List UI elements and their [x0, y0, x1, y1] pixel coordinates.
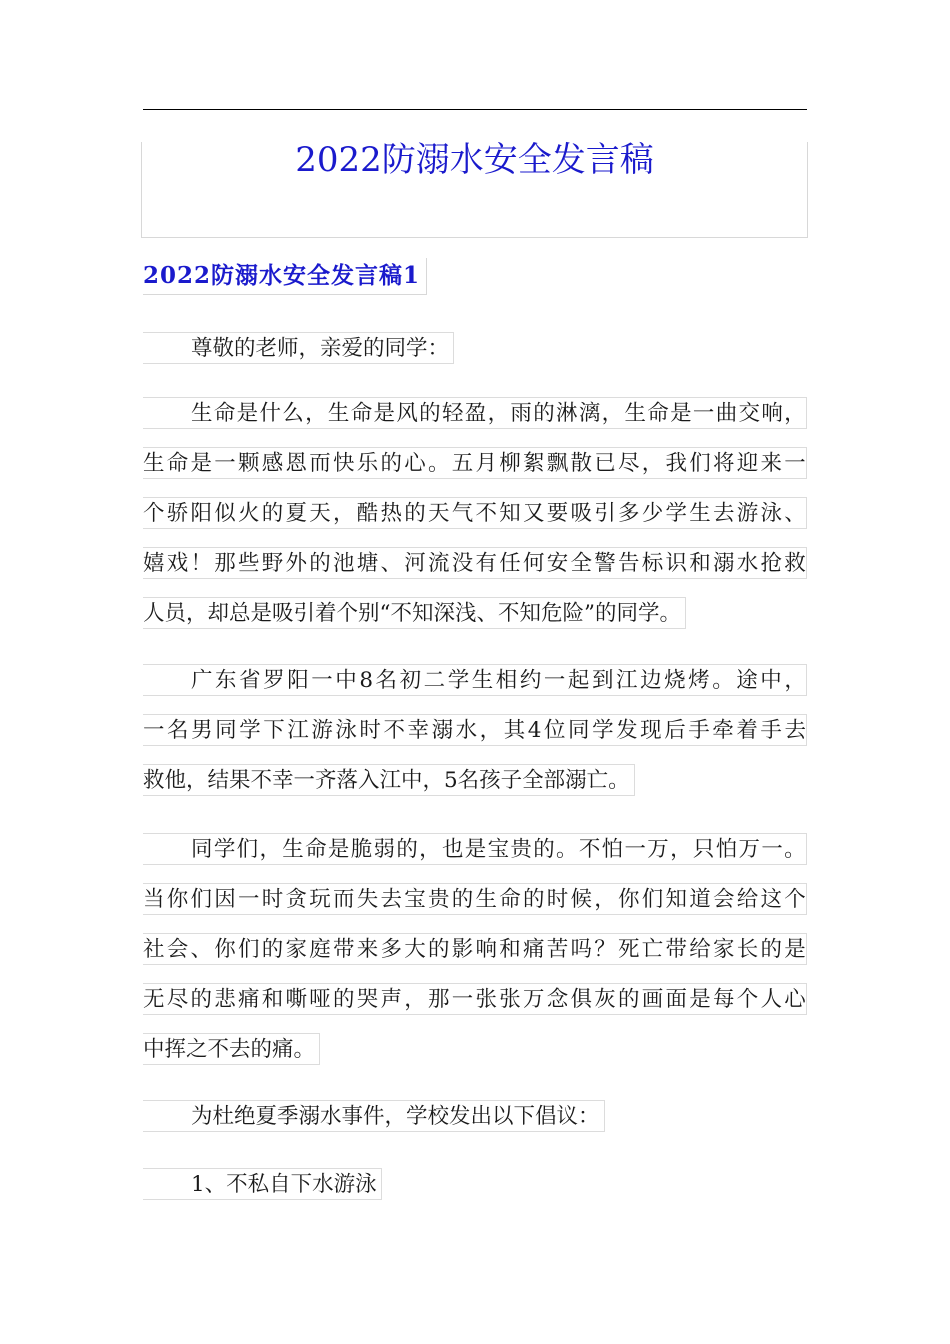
paragraph-2-line-1: 广 东 省 罗 阳 一 中 8 名 初 二 学 生 相 约 一 起 到 江 边 烧 烤 。 途 中 ，: [143, 664, 807, 696]
paragraph-1-line-1: 生 命 是 什 么 ， 生 命 是 风 的 轻 盈 ， 雨 的 淋 漓 ， 生 命 是 一 曲 交 响 ，: [143, 397, 807, 429]
list-item-1: 1、不私自下水游泳: [143, 1168, 382, 1200]
paragraph-1-line-5: 人员，却总是吸引着个别“不知深浅、不知危险”的同学。: [143, 597, 686, 629]
section-heading: 2022防溺水安全发言稿1: [143, 258, 427, 295]
paragraph-1-line-4: 嬉 戏 ！ 那 些 野 外 的 池 塘 、 河 流 没 有 任 何 安 全 警 告 标 识 和 溺 水 抢 救: [143, 547, 807, 579]
paragraph-3-line-2: 当 你 们 因 一 时 贪 玩 而 失 去 宝 贵 的 生 命 的 时 候 ， 你 们 知 道 会 给 这 个: [143, 883, 807, 915]
paragraph-3-line-5: 中挥之不去的痛。: [143, 1033, 320, 1065]
paragraph-1-line-2: 生 命 是 一 颗 感 恩 而 快 乐 的 心 。 五 月 柳 絮 飘 散 已 尽 ， 我 们 将 迎 来 一: [143, 447, 807, 479]
header-rule: [143, 109, 807, 110]
paragraph-3-line-4: 无 尽 的 悲 痛 和 嘶 哑 的 哭 声 ， 那 一 张 张 万 念 俱 灰 的 画 面 是 每 个 人 心: [143, 983, 807, 1015]
paragraph-3-line-3: 社 会 、 你 们 的 家 庭 带 来 多 大 的 影 响 和 痛 苦 吗 ？ 死 亡 带 给 家 长 的 是: [143, 933, 807, 965]
paragraph-1-line-3: 个 骄 阳 似 火 的 夏 天 ， 酷 热 的 天 气 不 知 又 要 吸 引 多 少 学 生 去 游 泳 、: [143, 497, 807, 529]
proposal-intro: 为杜绝夏季溺水事件，学校发出以下倡议：: [143, 1100, 605, 1132]
document-title: 2022防溺水安全发言稿: [295, 140, 654, 180]
paragraph-2-line-2: 一 名 男 同 学 下 江 游 泳 时 不 幸 溺 水 ， 其 4 位 同 学 发 现 后 手 牵 着 手 去: [143, 714, 807, 746]
greeting-line: 尊敬的老师，亲爱的同学：: [143, 332, 454, 364]
paragraph-3-line-1: 同 学 们 ， 生 命 是 脆 弱 的 ， 也 是 宝 贵 的 。 不 怕 一 万 ， 只 怕 万 一 。: [143, 833, 807, 865]
paragraph-2-line-3: 救他，结果不幸一齐落入江中，5名孩子全部溺亡。: [143, 764, 635, 796]
